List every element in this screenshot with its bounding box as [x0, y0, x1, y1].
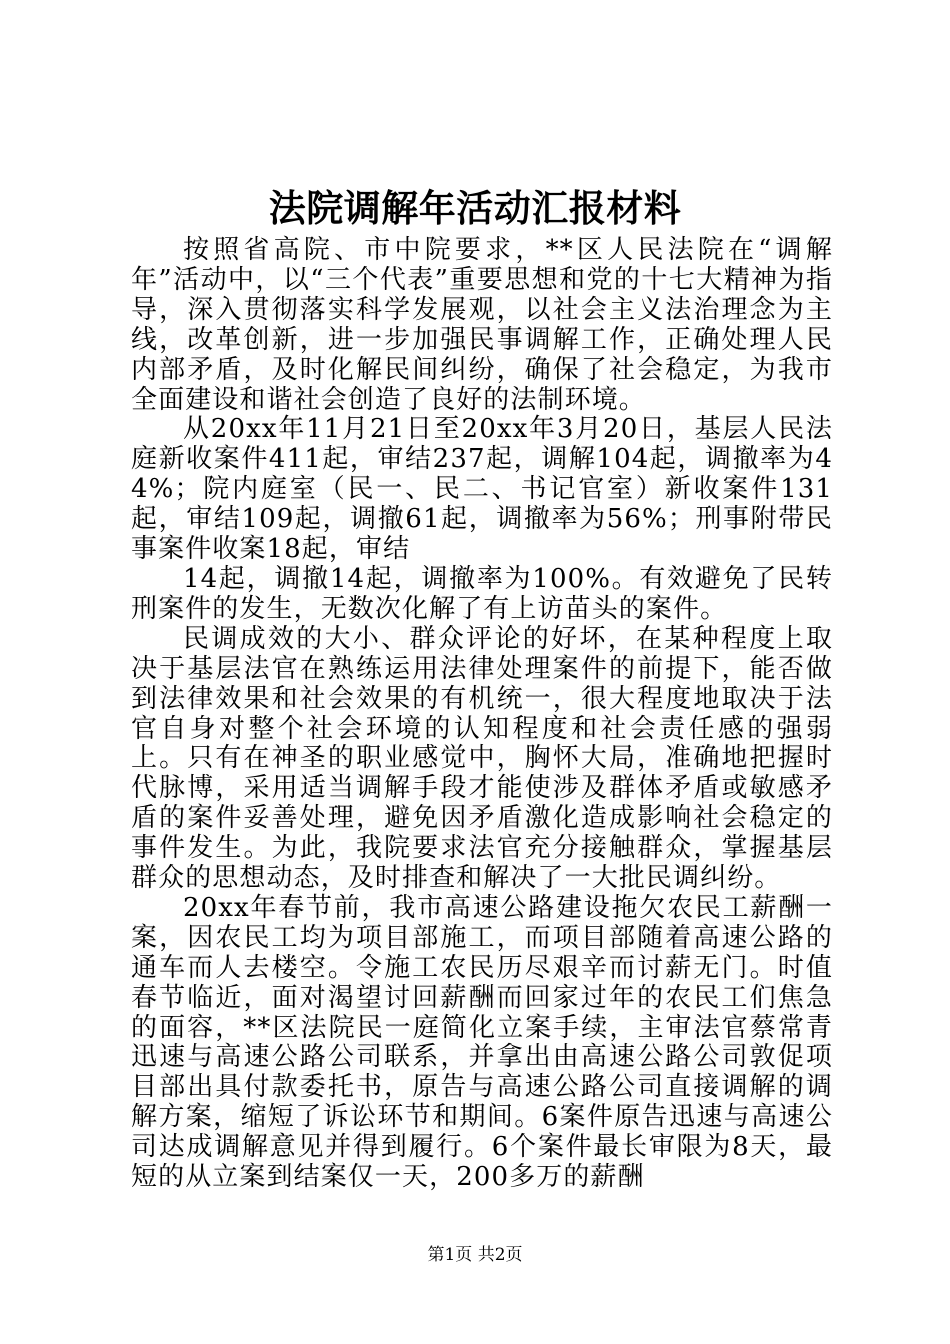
paragraph-intro: 按照省高院、市中院要求，**区人民法院在“调解年”活动中，以“三个代表”重要思想和党的十七大精神为指导，深入贯彻落实科学发展观，以社会主义法治理念为主线，改革创新，进一步加强民事调解工作，正确处理人民内部矛盾，及时化解民间纠纷，确保了社会稳定，为我市全面建设和谐社会创造了良好的法制环境。	[131, 235, 833, 415]
paragraph-statistics-continued: 14起，调撤14起，调撤率为100%。有效避免了民转刑案件的发生，无数次化解了有上访苗头的案件。	[131, 563, 833, 624]
paragraph-case-example: 20xx年春节前，我市高速公路建设拖欠农民工薪酬一案，因农民工均为项目部施工，而项目部随着高速公路的通车而人去楼空。令施工农民历尽艰辛而讨薪无门。时值春节临近，面对渴望讨回薪酬而回家过年的农民工们焦急的面容，**区法院民一庭简化立案手续，主审法官蔡常青迅速与高速公路公司联系，并拿出由高速公路公司敦促项目部出具付款委托书，原告与高速公路公司直接调解的调解方案，缩短了诉讼环节和期间。6案件原告迅速与高速公司达成调解意见并得到履行。6个案件最长审限为8天，最短的从立案到结案仅一天，200多万的薪酬	[131, 892, 833, 1193]
document-body	[131, 236, 833, 1193]
page-number-footer: 第1页 共2页	[427, 1245, 523, 1265]
paragraph-judges-role: 民调成效的大小、群众评论的好坏，在某种程度上取决于基层法官在熟练运用法律处理案件的前提下，能否做到法律效果和社会效果的有机统一，很大程度地取决于法官自身对整个社会环境的认知程度和社会责任感的强弱上。只有在神圣的职业感觉中，胸怀大局，准确地把握时代脉博，采用适当调解手段才能使涉及群体矛盾或敏感矛盾的案件妥善处理，避免因矛盾激化造成影响社会稳定的事件发生。为此，我院要求法官充分接触群众，掌握基层群众的思想动态，及时排查和解决了一大批民调纠纷。	[131, 623, 833, 894]
paragraph-statistics: 从20xx年11月21日至20xx年3月20日，基层人民法庭新收案件411起，审结237起，调解104起，调撤率为44%；院内庭室（民一、民二、书记官室）新收案件131起，审结109起，调撤61起，调撤率为56%；刑事附带民事案件收案18起，审结	[131, 414, 833, 565]
document-title: 法院调解年活动汇报材料	[268, 186, 682, 230]
